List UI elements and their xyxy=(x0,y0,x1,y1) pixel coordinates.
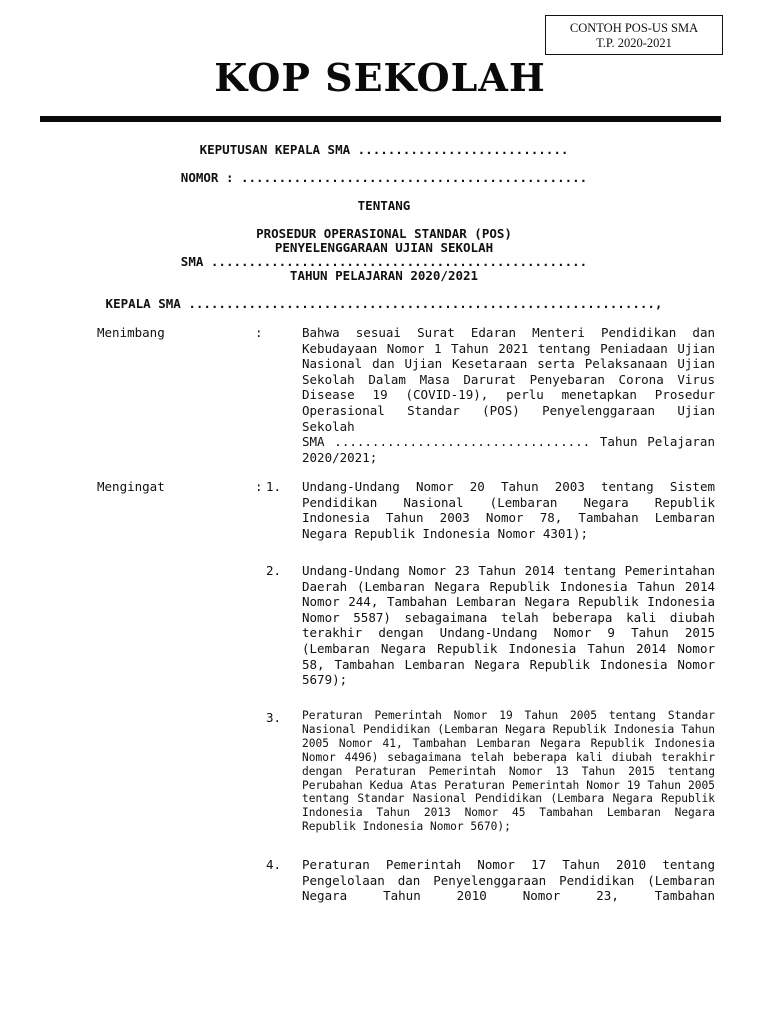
document-label-line-1: CONTOH POS-US SMA xyxy=(569,21,699,35)
menimbang-body: Bahwa sesuai Surat Edaran Menteri Pendidikan dan Kebudayaan Nomor 1 Tahun 2021 tentang Peniadaan Ujian Nasional dan Ujian Kesetaraan serta Pelaksanaan Ujian Sekolah Dalam Masa Darurat Penyebaran Corona Virus Disease 19 (COVID-19), perlu menetapkan Prosedur Operasional Standar (POS) Penyelenggaraan Ujian Sekolah xyxy=(302,325,715,434)
letterhead-title: KOP SEKOLAH xyxy=(214,55,546,100)
mengingat-item-text: Peraturan Pemerintah Nomor 17 Tahun 2010 tentang Pengelolaan dan Penyelenggaraan Pendidikan (Lembaran Negara Tahun 2010 Nomor 23, Tambahan xyxy=(302,857,715,904)
subject-line-2: PENYELENGGARAAN UJIAN SEKOLAH xyxy=(274,240,494,255)
menimbang-pelajaran: Pelajaran xyxy=(647,434,715,450)
menimbang-label: Menimbang xyxy=(97,325,165,340)
subject-line-4: TAHUN PELAJARAN 2020/2021 xyxy=(289,268,479,283)
menimbang-text xyxy=(302,325,715,465)
menimbang-colon: : xyxy=(255,325,263,340)
issuer-line: KEPALA SMA .............................................................., xyxy=(105,296,663,311)
menimbang-year: 2020/2021; xyxy=(302,449,378,465)
menimbang-school-line xyxy=(302,434,715,450)
about-heading: TENTANG xyxy=(357,198,411,213)
mengingat-item-number: 2. xyxy=(266,563,282,578)
mengingat-item-number: 4. xyxy=(266,857,282,872)
decree-title: KEPUTUSAN KEPALA SMA ............................ xyxy=(199,142,569,157)
document-label-box xyxy=(545,15,723,55)
menimbang-tahun: Tahun xyxy=(599,434,638,450)
mengingat-item-text: Peraturan Pemerintah Nomor 19 Tahun 2005 tentang Standar Nasional Pendidikan (Lembaran Negara Republik Indonesia Tahun 2005 Nomor 41, Tambahan Lembaran Negara Republik Indonesia Nomor 4496) sebagaimana telah beberapa kali diubah terakhir dengan Peraturan Pemerintah Nomor 13 Tahun 2015 tentang Perubahan Kedua Atas Peraturan Pemerintah Nomor 19 Tahun 2005 tentang Standar Nasional Pendidikan (Lembara Negara Republik Indonesia Tahun 2013 Nomor 45 Tambahan Lembaran Negara Republik Indonesia Nomor 5670); xyxy=(302,709,715,834)
mengingat-label: Mengingat xyxy=(97,479,165,494)
decree-number: NOMOR : .............................................. xyxy=(180,170,588,185)
mengingat-colon: : xyxy=(255,479,263,494)
menimbang-school-dots: .................................. xyxy=(334,434,591,450)
letterhead-rule xyxy=(40,116,721,122)
mengingat-item-text: Undang-Undang Nomor 23 Tahun 2014 tentang Pemerintahan Daerah (Lembaran Negara Republik Indonesia Tahun 2014 Nomor 244, Tambahan Lembaran Negara Republik Indonesia Nomor 5587) sebagaimana telah beberapa kali diubah terakhir dengan Undang-Undang Nomor 9 Tahun 2015 (Lembaran Negara Republik Indonesia Tahun 2014 Nomor 58, Tambahan Lembaran Negara Republik Indonesia Nomor 5679); xyxy=(302,563,715,688)
mengingat-item-text: Undang-Undang Nomor 20 Tahun 2003 tentang Sistem Pendidikan Nasional (Lembaran Negara Republik Indonesia Tahun 2003 Nomor 78, Tambahan Lembaran Negara Republik Indonesia Nomor 4301); xyxy=(302,479,715,541)
mengingat-item-number: 3. xyxy=(266,710,282,725)
subject-line-1: PROSEDUR OPERASIONAL STANDAR (POS) xyxy=(256,226,512,241)
document-label-line-2: T.P. 2020-2021 xyxy=(596,36,672,50)
subject-line-3: SMA .................................................. xyxy=(180,254,588,269)
menimbang-sma: SMA xyxy=(302,434,325,450)
mengingat-item-number: 1. xyxy=(266,479,282,494)
